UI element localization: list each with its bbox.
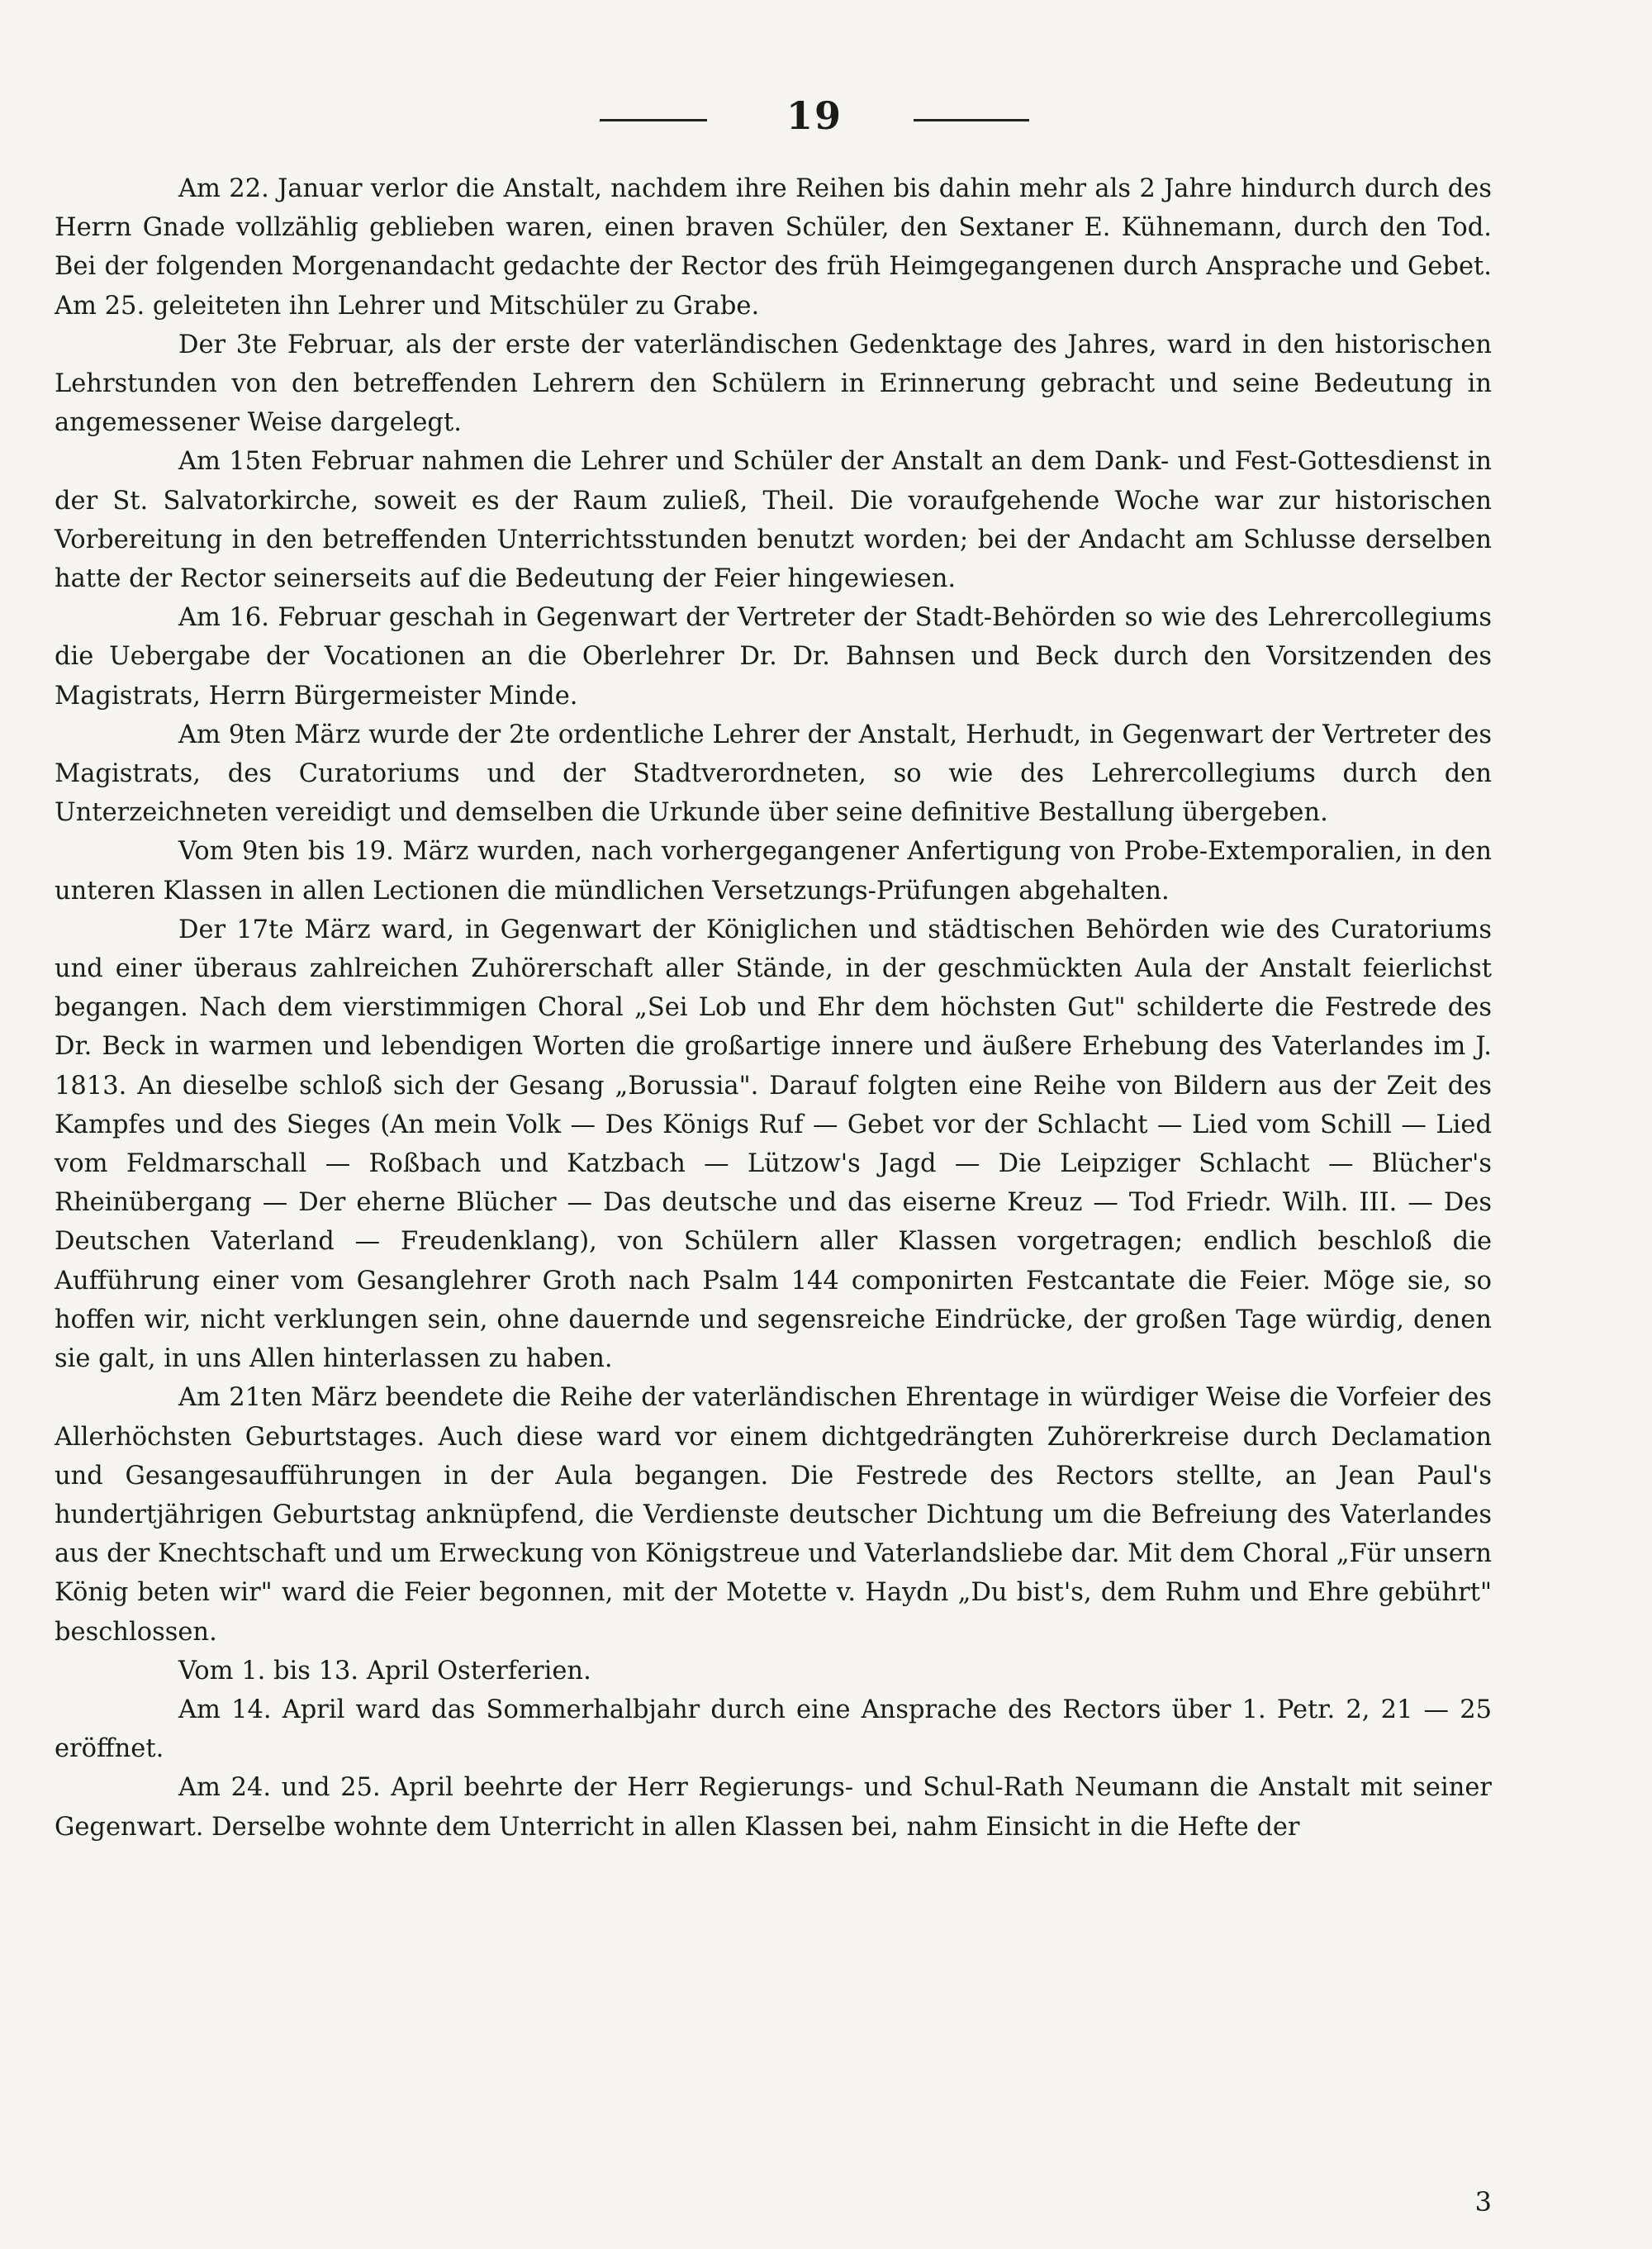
paragraph: Der 17te März ward, in Gegenwart der Königlichen und städtischen Behörden wie des Curatoriums und einer überaus zahlreichen Zuhörerschaft aller Stände, in der geschmückten Aula der Anstalt feierlichst begangen. Nach dem vierstimmigen Choral „Sei Lob und Ehr dem höchsten Gut" schilderte die Festrede des Dr. Beck in warmen und lebendigen Worten die großartige innere und äußere Erhebung des Vaterlandes im J. 1813. An dieselbe schloß sich der Gesang „Borussia". Darauf folgten eine Reihe von Bildern aus der Zeit des Kampfes und des Sieges (An mein Volk — Des Königs Ruf — Gebet vor der Schlacht — Lied vom Schill — Lied vom Feldmarschall — Roßbach und Katzbach — Lützow's Jagd — Die Leipziger Schlacht — Blücher's Rheinübergang — Der eherne Blücher — Das deutsche und das eiserne Kreuz — Tod Friedr. Wilh. III. — Des Deutschen Vaterland — Freudenklang), von Schülern aller Klassen vorgetragen; endlich beschloß die Aufführung einer vom Gesanglehrer Groth nach Psalm 144 componirten Festcantate die Feier. Möge sie, so hoffen wir, nicht verklungen sein, ohne dauernde und segensreiche Eindrücke, der großen Tage würdig, denen sie galt, in uns Allen hinterlassen zu haben. — [55, 915, 1492, 1374]
paragraph: Der 3te Februar, als der erste der vaterländischen Gedenktage des Jahres, ward in den historischen Lehrstunden von den betreffenden Lehrern den Schülern in Erinnerung gebracht und seine Bedeutung in angemessener Weise dargelegt. — [55, 330, 1492, 438]
paragraph: Am 24. und 25. April beehrte der Herr Regierungs- und Schul-Rath Neumann die Anstalt mit seiner Gegenwart. Derselbe wohnte dem Unterricht in allen Klassen bei, nahm Einsicht in die Hefte der — [55, 1773, 1492, 1842]
paragraph: Am 9ten März wurde der 2te ordentliche Lehrer der Anstalt, Herhudt, in Gegenwart der Vertreter des Magistrats, des Curatoriums und der Stadtverordneten, so wie des Lehrercollegiums durch den Unterzeichneten vereidigt und demselben die Urkunde über seine definitive Bestallung übergeben. — [55, 720, 1492, 828]
paragraph: Am 16. Februar geschah in Gegenwart der Vertreter der Stadt-Behörden so wie des Lehrercollegiums die Uebergabe der Vocationen an die Oberlehrer Dr. Dr. Bahnsen und Beck durch den Vorsitzenden des Magistrats, Herrn Bürgermeister Minde. — [55, 603, 1492, 711]
signature-mark: 3 — [1474, 2186, 1492, 2218]
header-rule-right — [914, 119, 1029, 121]
paragraph: Vom 9ten bis 19. März wurden, nach vorhergegangener Anfertigung von Probe-Extemporalien, in den unteren Klassen in allen Lectionen die mündlichen Versetzungs-Prüfungen abgehalten. — [55, 837, 1492, 906]
paragraph: Am 22. Januar verlor die Anstalt, nachdem ihre Reihen bis dahin mehr als 2 Jahre hindurch durch des Herrn Gnade vollzählig geblieben waren, einen braven Schüler, den Sextaner E. Kühnemann, durch den Tod. Bei der folgenden Morgenandacht gedachte der Rector des früh Heimgegangenen durch Ansprache und Gebet. Am 25. geleiteten ihn Lehrer und Mitschüler zu Grabe. — [55, 174, 1492, 321]
page-header — [55, 91, 1492, 140]
page-number: 19 — [786, 93, 843, 138]
paragraph: Am 21ten März beendete die Reihe der vaterländischen Ehrentage in würdiger Weise die Vorfeier des Allerhöchsten Geburtstages. Auch diese ward vor einem dichtgedrängten Zuhörerkreise durch Declamation und Gesangesaufführungen in der Aula begangen. Die Festrede des Rectors stellte, an Jean Paul's hundertjährigen Geburtstag anknüpfend, die Verdienste deutscher Dichtung um die Befreiung des Vaterlandes aus der Knechtschaft und um Erweckung von Königstreue und Vaterlandsliebe dar. Mit dem Choral „Für unsern König beten wir" ward die Feier begonnen, mit der Motette v. Haydn „Du bist's, dem Ruhm und Ehre gebührt" beschlossen. — [55, 1383, 1492, 1647]
header-rule-left — [600, 119, 707, 121]
document-page — [55, 91, 1492, 2218]
paragraph: Vom 1. bis 13. April Osterferien. — [178, 1656, 591, 1686]
body-text — [55, 169, 1492, 1847]
paragraph: Am 15ten Februar nahmen die Lehrer und Schüler der Anstalt an dem Dank- und Fest-Gottesdienst in der St. Salvatorkirche, soweit es der Raum zuließ, Theil. Die voraufgehende Woche war zur historischen Vorbereitung in den betreffenden Unterrichtsstunden benutzt worden; bei der Andacht am Schlusse derselben hatte der Rector seinerseits auf die Bedeutung der Feier hingewiesen. — [55, 447, 1492, 594]
paragraph: Am 14. April ward das Sommerhalbjahr durch eine Ansprache des Rectors über 1. Petr. 2, 21 — 25 eröffnet. — [55, 1695, 1492, 1764]
